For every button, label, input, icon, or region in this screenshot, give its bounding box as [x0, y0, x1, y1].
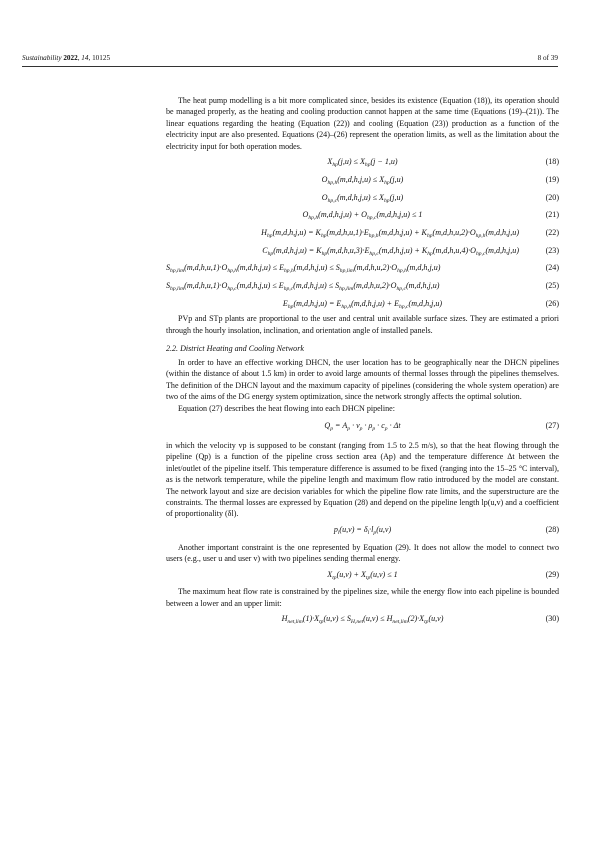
paragraph-heat-flow: in which the velocity vp is supposed to be constant (ranging from 1.5 to 2.5 m/s), so that the heat flowing through the pipeline (Qp) is a function of the pipeline cross section area (Ap) and the temperature difference Δt between the inlet/outlet of the pipeline itself. This temperature difference is assumed to be fixed (ranging into the 15–25 °C interval), as is the network temperature, while the pipeline length and maximum flow ratio introduced by the model are constant. The network layout and size are decision variables for which the pipeline flow rate limits, and the superstructure are the constraints. The thermal losses are expressed by Equation (28) and depend on the pipeline length lp(u,v) and a coefficient of proportionality (δl).	[166, 440, 559, 519]
equation-18: $X_{hp}(j,u) \le X_{hp}(j - 1,u)$ (18)	[327, 157, 559, 169]
paragraph-heat-pump: The heat pump modelling is a bit more complicated since, besides its existence (Equation (18)), its operation should be managed properly, as the heating and cooling production cannot happen at the same time (Equations (19)–(21)). The linear equations regarding the heating (Equation (22)) and cooling (Equation (23)) production as a function of the electricity input are also presented. Equations (24)–(26) represent the operation limits, as well as the limitation about the electricity input for both operation modes.	[166, 96, 559, 151]
section-heading: 2.2. District Heating and Cooling Network	[166, 344, 304, 354]
page-number: 8 of 39	[537, 54, 558, 62]
equation-28: $p_l(u,v) = \delta_l\cdot l_p(u,v)$ (28)	[333, 524, 559, 536]
paragraph-eq27-intro: Equation (27) describes the heat flowing into each DHCN pipeline:	[178, 403, 395, 413]
equation-23: $C_{hp}(m,d,h,j,u) = K_{hp}(m,d,h,u,3)\cdot E_{hp,c}(m,d,h,j,u) + K_{hp}(m,d,h,u,4)\cdot O_{hp,c}(m,d,h,j,u)$ (23)	[262, 245, 559, 257]
equation-24: $S_{hp,lim}(m,d,h,u,1)\cdot O_{hp,h}(m,d,h,j,u) \le E_{hp,h}(m,d,h,j,u) \le S_{hp,lim}(m,d,h,u,2)\cdot O_{hp,h}(m,d,h,j,u)$ (24)	[166, 263, 559, 275]
equation-21: $O_{hp,h}(m,d,h,j,u) + O_{hp,c}(m,d,h,j,u) \le 1$ (21)	[302, 210, 559, 222]
paragraph-dhcn-intro: In order to have an effective working DHCN, the user location has to be geographically near the DHCN pipelines (within the distance of about 1.5 km) in order to avoid large amounts of thermal losses through the pipelines themselves. The definition of the DHCN layout and the maximum capacity of pipelines (considering the whole system operation) are two of the aims of the DG energy system optimization, since the network strongly affects the optimal solution.	[166, 357, 559, 402]
equation-19: $O_{hp,h}(m,d,h,j,u) \le X_{hp}(j,u)$ (19)	[321, 174, 559, 186]
paragraph-pv-st: PVp and STp plants are proportional to the user and central unit available surface sizes. They are estimated a priori through the hourly insolation, inclination, and orientation angle of installed panels.	[166, 314, 559, 335]
paragraph-constraint: Another important constraint is the one represented by Equation (29). It does not allow the model to connect two users (e.g., user u and user v) with two pipelines sending thermal energy.	[166, 542, 559, 564]
equation-25: $S_{hp,lim}(m,d,h,u,1)\cdot O_{hp,c}(m,d,h,j,u) \le E_{hp,c}(m,d,h,j,u) \le S_{hp,lim}(m,d,h,u,2)\cdot O_{hp,c}(m,d,h,j,u)$ (25)	[166, 281, 559, 293]
equation-20: $O_{hp,c}(m,d,h,j,u) \le X_{hp}(j,u)$ (20)	[321, 192, 559, 204]
article-body	[166, 95, 559, 627]
header-divider	[22, 66, 558, 67]
paragraph-max-flow: The maximum heat flow rate is constrained by the pipelines size, while the energy flow into each pipeline is bounded between a lower and an upper limit:	[166, 587, 559, 608]
equation-27: $Q_p = A_p \cdot v_p \cdot \rho_p \cdot c_p \cdot \Delta t$ (27)	[324, 421, 559, 433]
equation-26: $E_{hp}(m,d,h,j,u) = E_{hp,h}(m,d,h,j,u) + E_{hp,c}(m,d,h,j,u)$ (26)	[282, 298, 559, 310]
equation-29: $X_{tp}(u,v) + X_{tp}(u,v) \le 1$ (29)	[327, 569, 559, 581]
running-header	[22, 54, 558, 62]
journal-citation: Sustainability 2022, 14, 10125	[22, 54, 111, 62]
equation-22: $H_{hp}(m,d,h,j,u) = K_{hp}(m,d,h,u,1)\cdot E_{hp,h}(m,d,h,j,u) + K_{hp}(m,d,h,u,2)\cdot O_{hp,h}(m,d,h,j,u)$ (22)	[261, 228, 559, 240]
equation-30: $H_{net,lim}(1)\cdot X_{tp}(u,v) \le S_{H,net}(u,v) \le H_{net,lim}(2)\cdot X_{tp}(u,v)$ (30)	[281, 614, 559, 626]
